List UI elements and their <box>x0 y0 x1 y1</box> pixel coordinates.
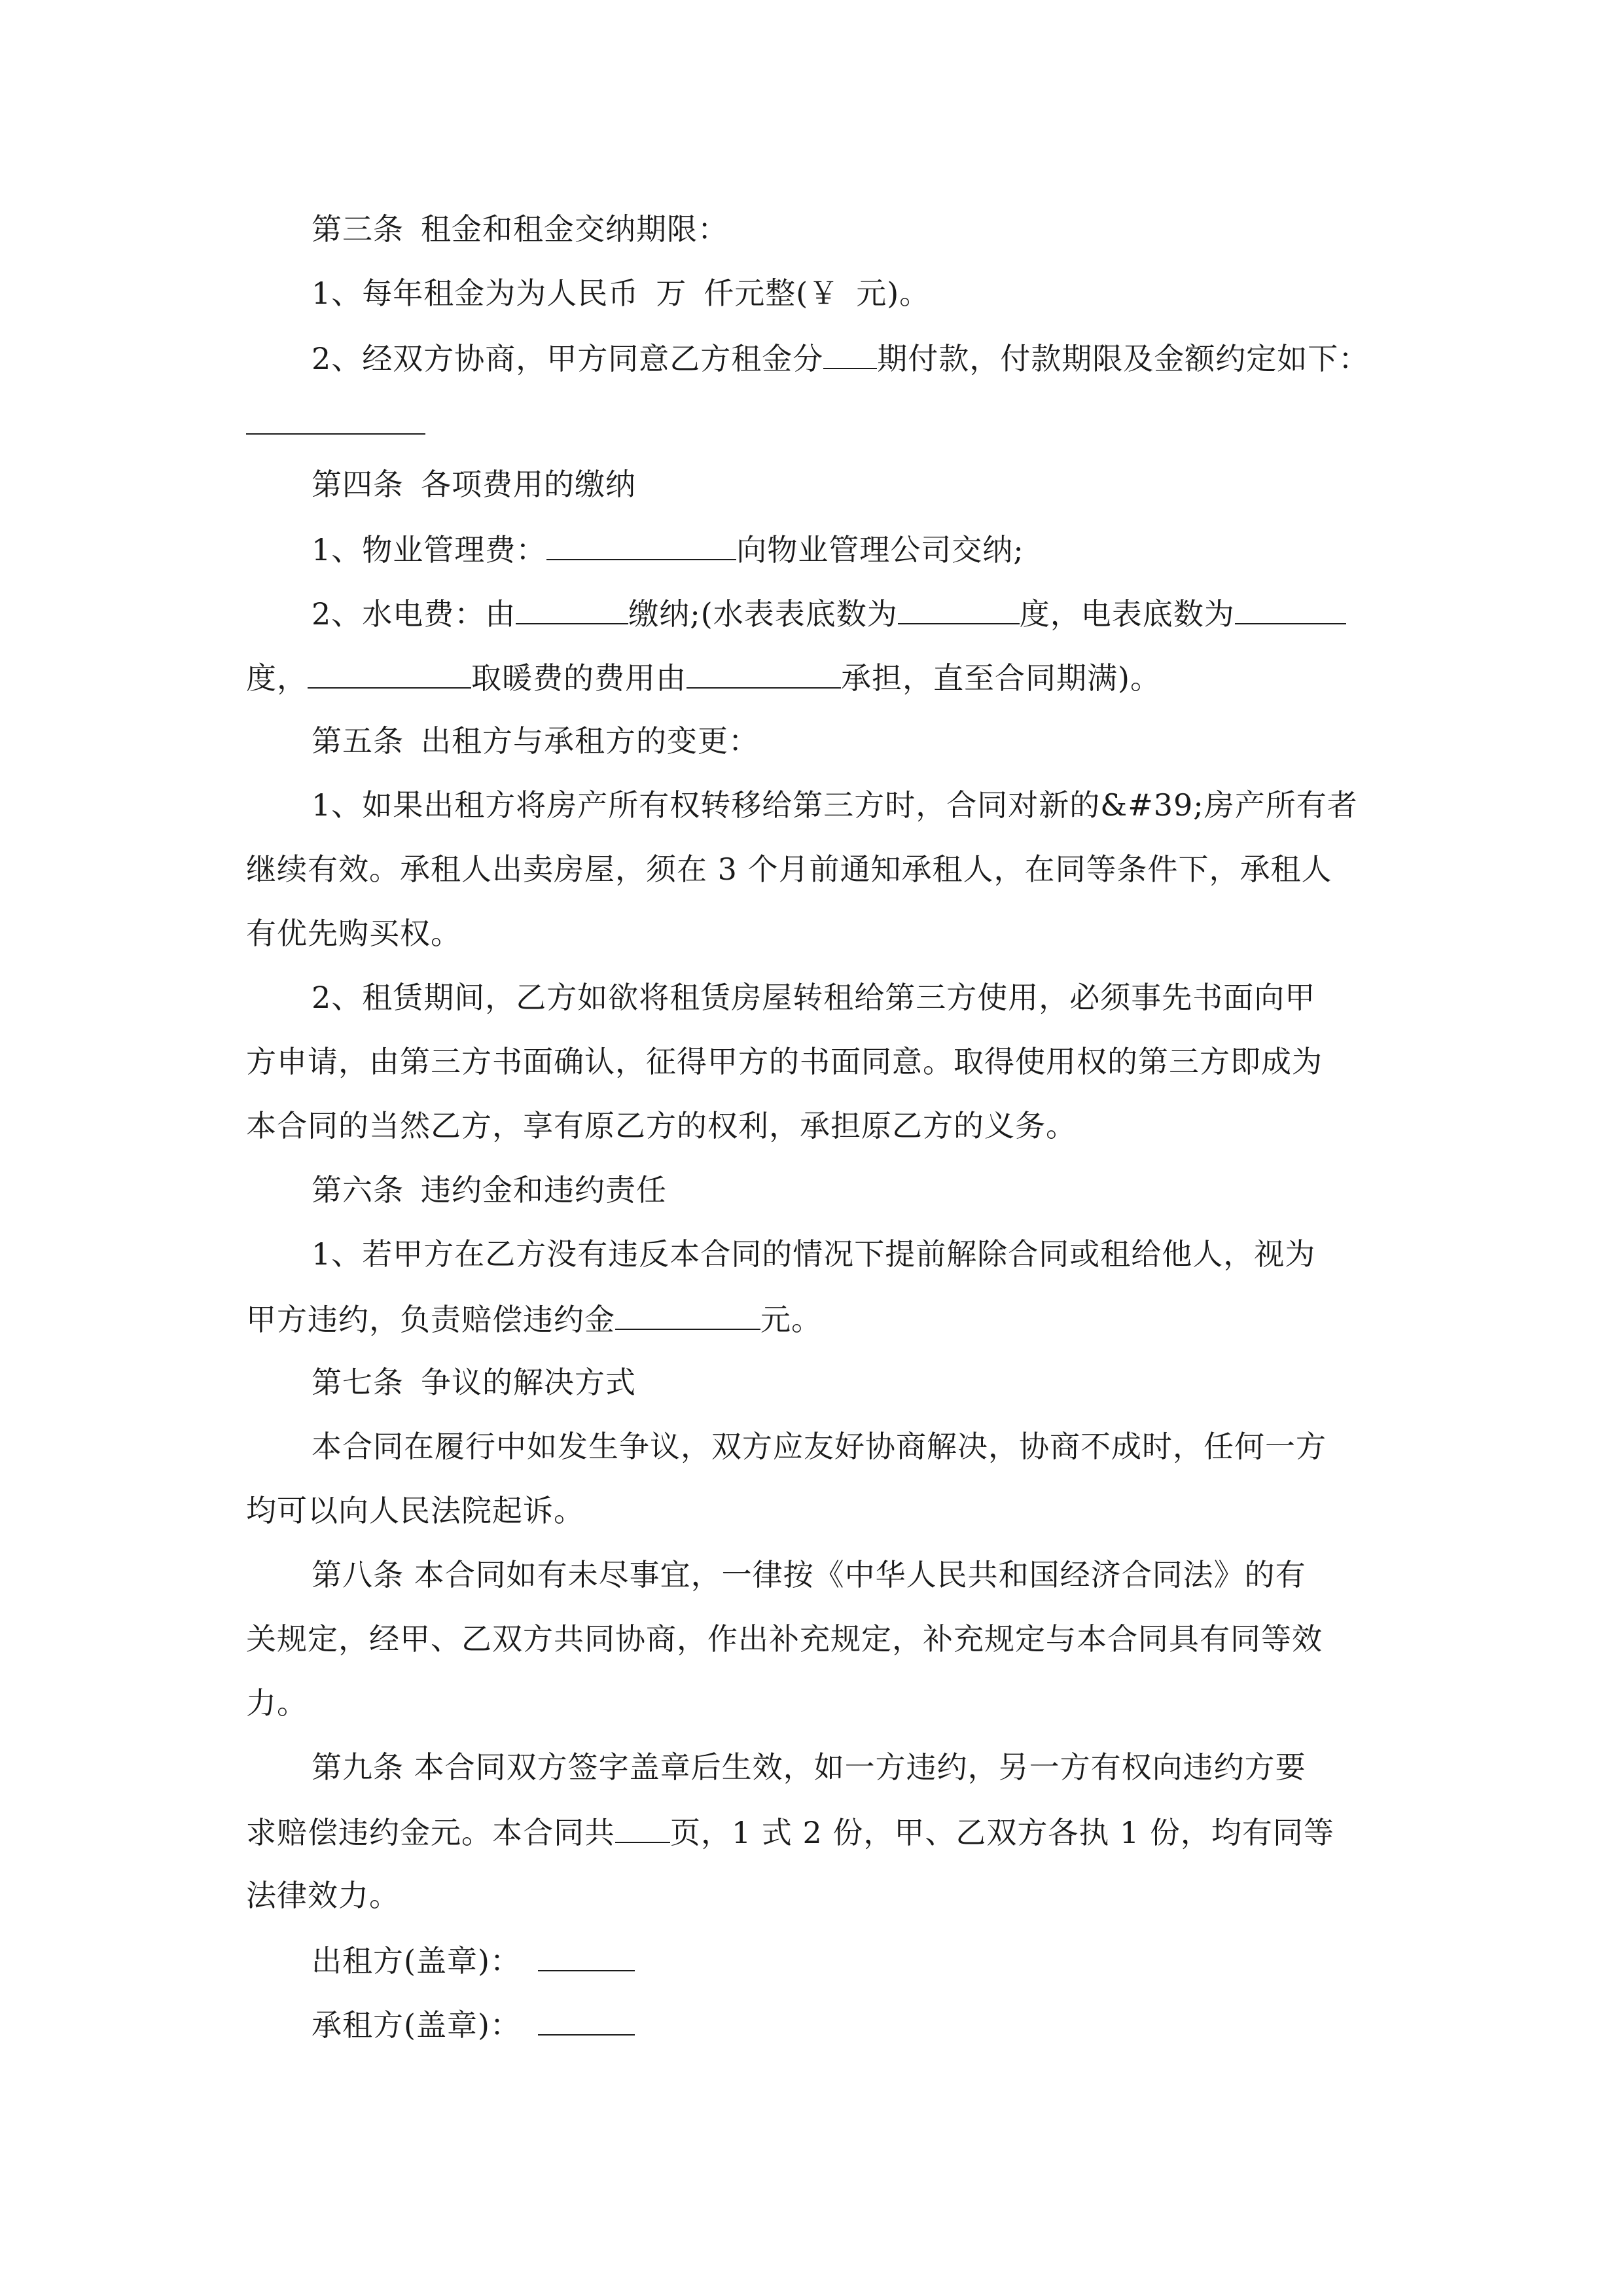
article-9-line-1: 第九条 本合同双方签字盖章后生效，如一方违约，另一方有权向违约方要 <box>312 1749 1306 1785</box>
article-3-clause-2 <box>312 338 1385 377</box>
article-4-clause-1 <box>312 529 1385 568</box>
utility-text-b: 缴纳;(水表表底数为 <box>628 596 898 632</box>
lessee-label: 承租方(盖章)： <box>312 2007 521 2043</box>
electric-meter-blank <box>1235 593 1346 624</box>
penalty-amount-blank <box>615 1299 760 1330</box>
article-7-body-line-1: 本合同在履行中如发生争议，双方应友好协商解决，协商不成时，任何一方 <box>312 1429 1327 1464</box>
article-5-clause-2-line-3: 本合同的当然乙方，享有原乙方的权利，承担原乙方的义务。 <box>246 1108 1077 1143</box>
heating-payer-blank <box>687 657 841 689</box>
utility-text-d: 度， <box>246 660 308 696</box>
article-5-clause-1-line-1: 1、如果出租方将房产所有权转移给第三方时，合同对新的&#39;房产所有者 <box>312 787 1358 823</box>
installment-text-a: 2、经双方协商，甲方同意乙方租金分 <box>312 341 824 376</box>
article-5-clause-1-line-2: 继续有效。承租人出卖房屋，须在 3 个月前通知承租人，在同等条件下，承租人 <box>246 852 1332 887</box>
payment-terms-blank <box>246 433 425 435</box>
article-4-clause-2-line-1 <box>312 593 1385 632</box>
lessor-signature-blank <box>538 1940 635 1971</box>
penalty-text-b: 元。 <box>760 1302 822 1337</box>
utility-payer-blank <box>516 593 628 624</box>
article-4-title <box>312 465 1385 504</box>
property-fee-blank <box>546 529 736 560</box>
article-9-line-2 <box>246 1812 1385 1851</box>
contract-pages-text-b: 页，1 式 2 份，甲、乙双方各执 1 份，均有同等 <box>670 1815 1334 1850</box>
utility-text-f: 承担，直至合同期满)。 <box>841 660 1161 696</box>
rent-text-a: 1、每年租金为为人民币 <box>312 276 639 311</box>
property-fee-text-a: 1、物业管理费： <box>312 532 547 567</box>
article-4-heading: 各项费用的缴纳 <box>421 467 636 502</box>
article-9-line-3: 法律效力。 <box>246 1878 400 1913</box>
article-7-title <box>312 1363 1385 1402</box>
contract-pages-text-a: 求赔偿违约金元。本合同共 <box>246 1815 615 1850</box>
page-count-blank <box>615 1812 670 1843</box>
heating-blank-a <box>308 657 471 689</box>
article-8-line-2: 关规定，经甲、乙双方共同协商，作出补充规定，补充规定与本合同具有同等效 <box>246 1621 1323 1657</box>
lessor-signature-line <box>312 1940 1385 1979</box>
article-5-number: 第五条 <box>312 723 404 759</box>
article-5-heading: 出租方与承租方的变更： <box>421 723 759 759</box>
installment-text-b: 期付款，付款期限及金额约定如下： <box>877 341 1370 376</box>
lessee-signature-blank <box>538 2004 635 2036</box>
article-6-heading: 违约金和违约责任 <box>421 1172 667 1208</box>
article-3-title <box>312 209 1385 249</box>
article-8-line-3: 力。 <box>246 1685 308 1721</box>
property-fee-text-b: 向物业管理公司交纳; <box>736 532 1024 567</box>
installment-count-blank <box>823 338 877 369</box>
article-5-title <box>312 721 1385 761</box>
water-meter-blank <box>898 593 1020 624</box>
article-6-clause-1-line-2 <box>246 1299 1385 1338</box>
utility-text-a: 2、水电费：由 <box>312 596 516 632</box>
utility-text-c: 度，电表底数为 <box>1019 596 1235 632</box>
article-4-number: 第四条 <box>312 467 404 502</box>
article-3-number: 第三条 <box>312 211 404 247</box>
article-7-heading: 争议的解决方式 <box>421 1365 636 1400</box>
article-6-clause-1-line-1: 1、若甲方在乙方没有违反本合同的情况下提前解除合同或租给他人，视为 <box>312 1236 1316 1272</box>
lessor-label: 出租方(盖章)： <box>312 1943 521 1979</box>
lessee-signature-line <box>312 2004 1385 2043</box>
article-5-clause-2-line-1: 2、租赁期间，乙方如欲将租赁房屋转租给第三方使用，必须事先书面向甲 <box>312 980 1316 1015</box>
article-5-clause-1-line-3: 有优先购买权。 <box>246 916 461 951</box>
article-4-clause-2-line-2 <box>246 657 1385 696</box>
rent-text-d: 元)。 <box>856 276 931 311</box>
article-5-clause-2-line-2: 方申请，由第三方书面确认，征得甲方的书面同意。取得使用权的第三方即成为 <box>246 1044 1323 1079</box>
article-7-number: 第七条 <box>312 1365 404 1400</box>
rent-text-b: 万 <box>656 276 687 311</box>
article-3-heading: 租金和租金交纳期限： <box>421 211 728 247</box>
penalty-text-a: 甲方违约，负责赔偿违约金 <box>246 1302 615 1337</box>
article-8-line-1: 第八条 本合同如有未尽事宜，一律按《中华人民共和国经济合同法》的有 <box>312 1557 1306 1592</box>
rent-text-c: 仟元整(￥ <box>704 276 840 311</box>
article-6-title <box>312 1170 1385 1210</box>
utility-text-e: 取暖费的费用由 <box>471 660 687 696</box>
article-3-clause-1 <box>312 274 1385 313</box>
article-7-body-line-2: 均可以向人民法院起诉。 <box>246 1493 584 1528</box>
article-6-number: 第六条 <box>312 1172 404 1208</box>
